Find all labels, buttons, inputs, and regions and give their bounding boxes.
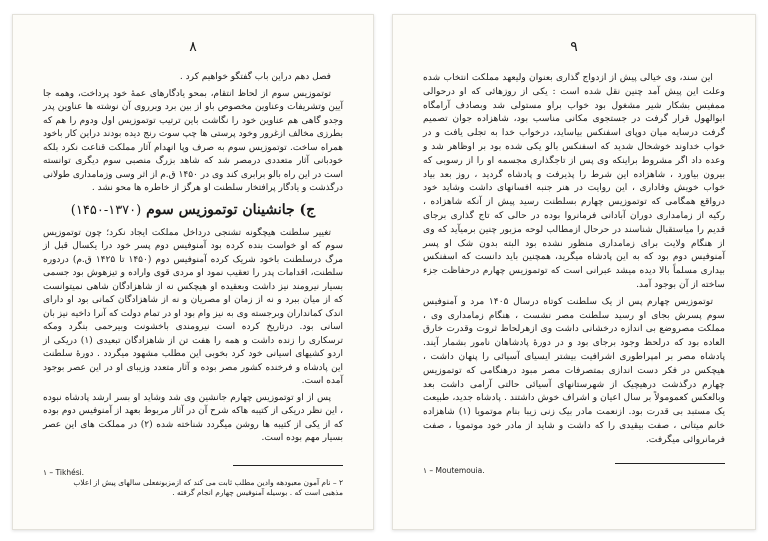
footnote: مذهبی است که . بوسیله آمنوفیس چهارم انجام گرفته . — [172, 488, 343, 497]
footnote: ۱ – Tikhési. — [43, 468, 85, 477]
footnotes — [43, 465, 343, 498]
paragraph: توتموزیس سوم از لحاظ انتقام، بمحو یادگارهای عمهٔ خود پرداخت، وهمه جا آیین وتشریفات وعناوین مخصوص باو از بین برد وبرروی آن نوشته ها عناوین پدر وجدو گاهی هم عناوین خود را نگاشت باین ترتیب توتموزیس اول ودوم را هم که بطرزی مخالف ازغرور وخود پرستی ها چپ سوت رنج دیده بودند دراین کار باخود همراه ساخت. توتموزیس سوم به صرف وپا انهدام آثار مملکت قناعت نکرد بلکه خودبانی آثار متعددی درمصر شد که شاهد بزرگ منصبی سوم دیگری توانسته است در این راه بالو برابری کند وی در ۱۴۵۰ ق.م از اثر وسی وزمامداری طولانی درگذشت و یادگار پرافتخار سلطنت او هرگز از خاطره ها محو نشد . — [43, 88, 343, 193]
footnote-divider — [615, 463, 725, 464]
footnotes — [423, 463, 725, 476]
footnote-divider — [233, 465, 343, 466]
page-number: ۹ — [570, 39, 578, 55]
left-page — [12, 14, 374, 530]
section-dates: (۱۳۷۰-۱۴۵۰) — [70, 202, 142, 218]
paragraph: این سند، وی خیالی پیش از ازدواج گذاری بعنوان ولیعهد مملکت انتخاب شده وعلت این پیش آمد چنین نقل شده است : یکی از روزهائی که او درحوالی ممفیس بشکار شیر مشغول بود خواب براو مستولی شد وبصادف آرامگاه ابوالهول قرار گرفت در جستجوی مکانی مناسب بود، شاهزاده جوان تصمیم گرفت درسایه میان دوپای اسفنکس بیاساید، درخواب خدا به تجلی یافت و در خواب خداوند خوشحال شدید که اسفنکس بالو یکی شده بود بر اوظاهر شد و وعده داد اگر مشروط براینکه وی پس از تاجگذاری مجسمه او را از رسوبی که بیرون بیاورد ، شاهزاده این شرط را پذیرفت و پادشاه گردید ، روز بعد بیاد خواب خویش وفاداری ، این روایت در هنر جنبه افسانهای داشت وشاید خود درواقع همگامی که توتموزیس چهارم بسلطنت رسید پیش از آنکه شاهزاده ، رکیه از زمامداری دوران آبادانی فرمانروا بوده در حالی که تاج گذاری برجای قدیم را میاستقبال شناسند در حرحال ازمطالب لوحه مزبور چنین برمیآید که وی از هنگام ولایت برای زمامداری منظور نشده بود البته بدون شک او پسر آمنوفیس دوم بود که به این پادشاه میگرید، همچنین باید دانست که اسفنکس بیداری مسلماً بالا دیده میشد عبرانی است که توتموزیس چهارم درحفاظت جزء ساخته از آن بوجود آمد. — [423, 72, 725, 290]
body-text — [43, 71, 343, 449]
footnote: ۲ – نام آمون معبودهه وادین مطلب ثابت می کند که ازمزبونفعلی سالهای پیش از اعلاب — [73, 478, 343, 487]
paragraph: پس از او توتموزیس چهارم جانشین وی شد وشاید او بسر ارشد پادشاه نبوده ، این نظر دریکی از کتیبه هاکه شرح آن در آثار مربوط بعهد از آمنوفیس دوم بوده که از یکی از کتیبه ها روشن میگردد شناخته شده (۲) در مملکت های این عصر بسیار مهم بوده است. — [43, 392, 343, 443]
paragraph: تغییر سلطنت هیچگونه تشنجی درداخل مملکت ایجاد نکرد؛ چون توتموزیس سوم که او خواست بنده کرده بود آمنوفیس دوم پسر خود درا یکسال قبل از مرگ درسلطنت باخود شریک کرده آمنوفیس دوم (۱۴۵۰ تا ۱۴۲۵ ق.م) دردوره سلطنت، اقدامات پدر را تعقیب نمود او مردی قوی واراده و تیزهوش بود جسمی بسیار نیرومند نیز داشت وبعقیده او هیچکس نه از شاهزادگان شاهی نمیتوانست که از میان ببرد و نه از زمان او مصریان و نه از شاهزادگان کمانی بود او دارای اندک کمانداران وبرجسته وی به نیز وام بود او در تمام دولت که آنرا داخیه نیز بان اسانی بود. درتاریخ کرده است نیرومندی باخشونت وبیرحمی بنگرد ومکه ترسکاری را زنده داشت و همه را هفت تن از شاهزادگان تبعیدی (۱) دریکی از اردو کشیهای اسیانی خود کرد بخوبی این مطلب مشهود میگردد . دورهٔ سلطنت این پادشاه و فرخنده کشور مصر بوده و آثار متعدد وزیبای او در این عصر بوجود آمده است. — [43, 227, 344, 386]
footnote: ۱ – Moutemouia. — [423, 466, 485, 475]
section-title: ج) جانشینان توتموزیس سوم — [146, 201, 316, 218]
right-page — [392, 14, 756, 530]
paragraph: توتموزیس چهارم پس از یک سلطنت کوتاه درسال ۱۴۰۵ مرد و آمنوفیس سوم پسرش بجای او رسید سلطنت مصر نشست ، هنگام زمامداری وی ، مملکت مصروضع بی اندازه درخشانی داشت وی ازهرلحاظ ثروت وقدرت خارق العاده بود که درلحظ وجود برجای بود و در دورهٔ پادشاهان نامور بشمار آیند. پادشاه مصر بر امپراطوری اشرافیت بیشتر ایسیای آسیائی را پنهان داشت ، هیچکس در فکر دست اندازی بمتصرفات مصر مبود درهنگامی که توتموزیس چهارم درگذشت درهیچیک از شهرستانهای آسیائی حالتی آرامی داشت بعد وبالعکس کعمومولاً بر سال اعیان و اشراف خوش داشتند . پادشاه جدید، طبیعت یک مستبد بی قدرت بود. ازنعمت مادر بیک زنی زیبا بنام موتمویا (۱) شاهزاده خانم میتانی ، صفت بیقیدی را که داشت و شاید از مادر خود موتمویا ، صفت فرمانروائی میگرفت. — [423, 295, 725, 445]
paragraph: فصل دهم دراین باب گفتگو خواهیم کرد . — [179, 72, 331, 82]
page-number: ۸ — [189, 39, 197, 55]
body-text — [423, 71, 725, 450]
section-heading — [43, 200, 343, 221]
